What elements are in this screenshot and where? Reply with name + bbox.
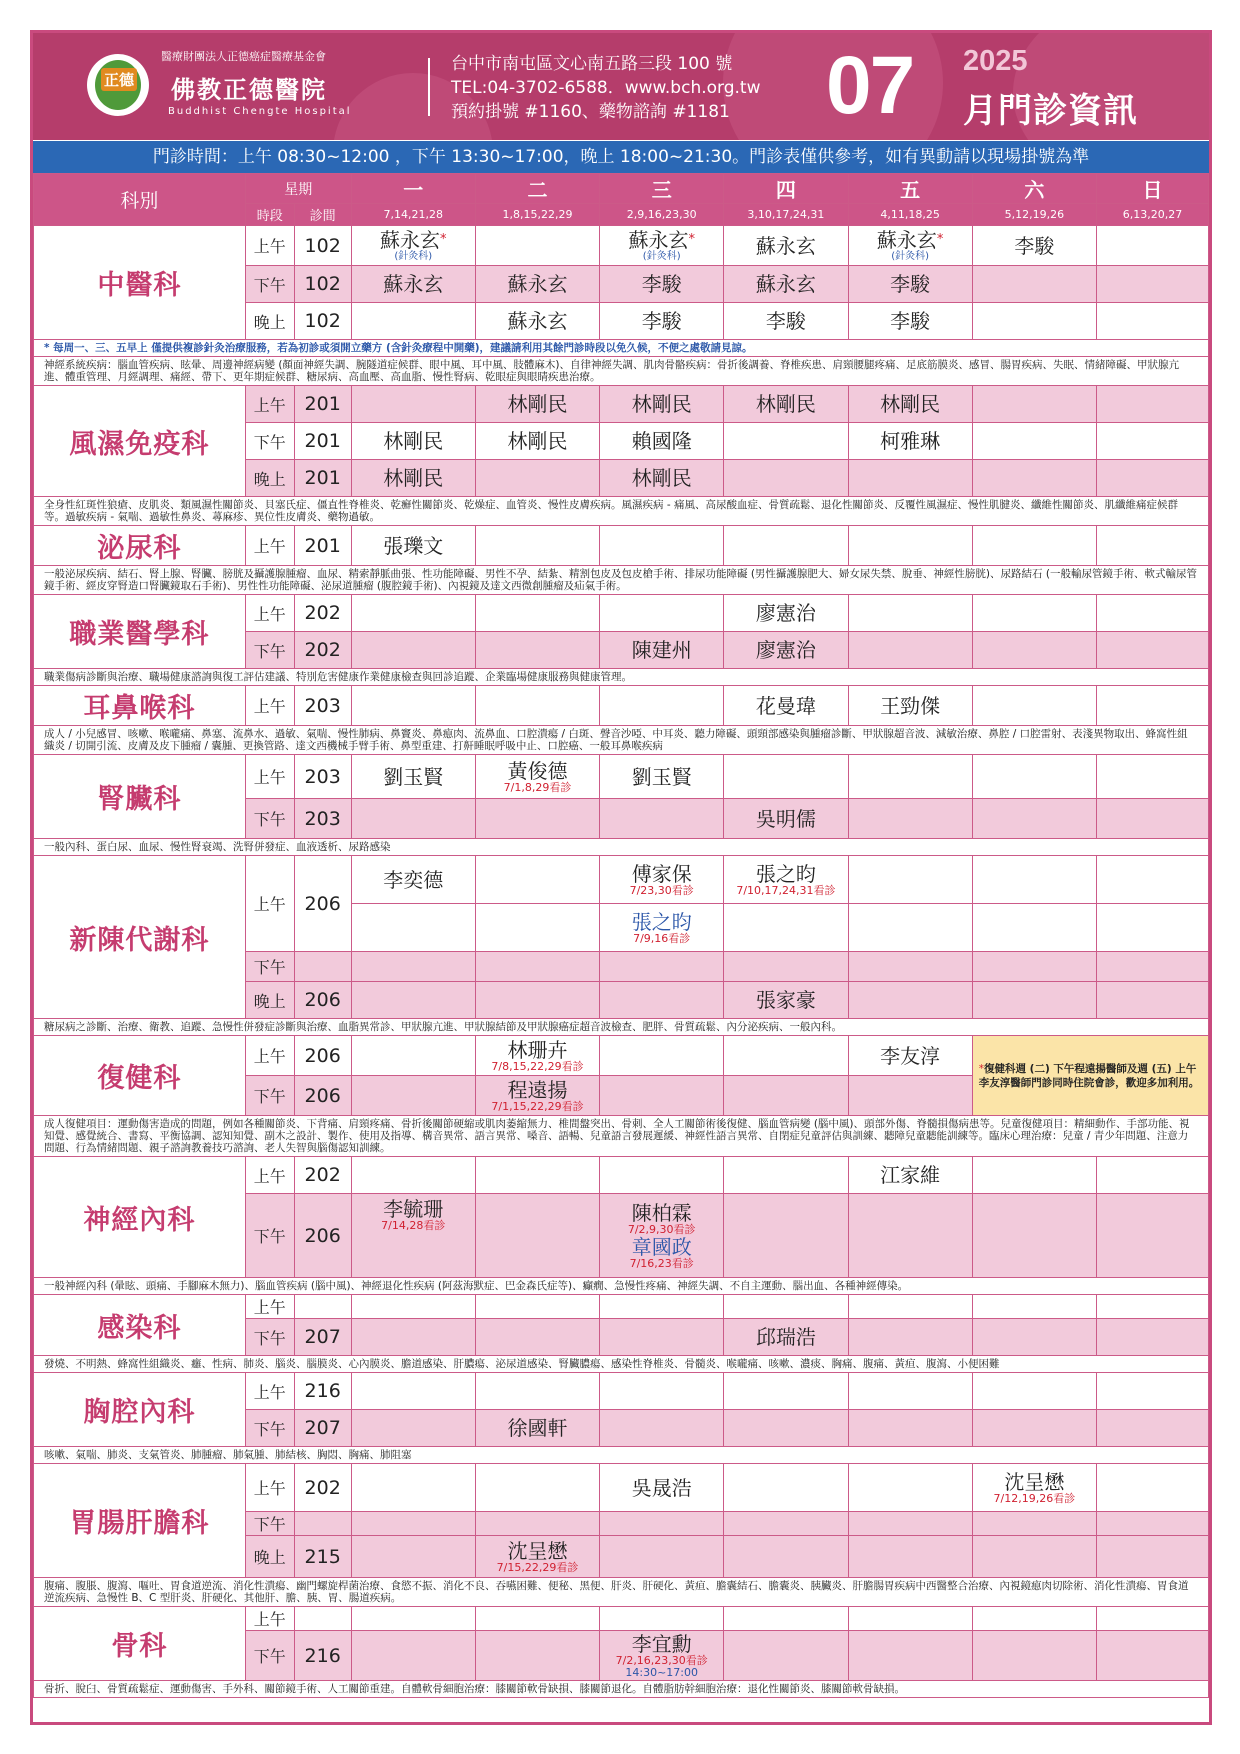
session: 上午 bbox=[245, 595, 294, 632]
dept-tcm: 中醫科 bbox=[34, 226, 246, 340]
doctor: 吳晟浩 bbox=[600, 1464, 724, 1512]
session: 下午 bbox=[245, 799, 294, 839]
clinic-hours-notice: 門診時間：上午 08:30~12:00 ，下午 13:30~17:00，晚上 18:00~21:30。門診表僅供參考，如有異動請以現場掛號為準 bbox=[33, 141, 1209, 173]
visit-dates: 7/23,30看診 bbox=[629, 883, 694, 897]
doctor: 傅家保 bbox=[631, 861, 692, 886]
doctor: 李宜勳 bbox=[631, 1631, 692, 1656]
doctor: 蘇永玄 bbox=[475, 303, 599, 340]
dept-description: 全身性紅斑性狼瘡、皮肌炎、類風濕性關節炎、貝塞氏症、僵直性脊椎炎、乾癬性關節炎、乾燥症、血管炎、慢性皮膚疾病。風濕疾病 - 痛風、高尿酸血症、骨質疏鬆、退化性關節炎、反覆性風濕症、慢性肌腱炎、纖維性關節炎、肌纖維痛症候群等。過敏疾病 - 氣喘、過敏性鼻炎、蕁麻疹、異位性皮膚炎、藥物過敏。 bbox=[34, 497, 1209, 526]
room: 206 bbox=[294, 1036, 351, 1076]
doctor: 蘇永玄 bbox=[628, 228, 689, 252]
session: 上午 bbox=[245, 755, 294, 799]
room bbox=[294, 1512, 351, 1536]
dept-note: * 每周一、三、五早上 僅提供複診針灸治療服務，若為初診或須開立藥方 (含針灸療程中開藥)，建議請利用其餘門診時段以免久候，不便之處敬請見諒。 bbox=[34, 340, 1209, 357]
doctor: 章國政 bbox=[631, 1234, 692, 1259]
room: 216 bbox=[294, 1631, 351, 1681]
room: 207 bbox=[294, 1319, 351, 1356]
session: 上午 bbox=[245, 1464, 294, 1512]
header-banner bbox=[33, 33, 1209, 140]
foundation-name: 醫療財團法人正德癌症醫療基金會 bbox=[161, 50, 326, 63]
dept-nephrology: 腎臟科 bbox=[34, 755, 246, 839]
hospital-name-en: Buddhist Chengte Hospital bbox=[168, 106, 352, 117]
doctor: 林剛民 bbox=[600, 386, 724, 423]
session: 上午 bbox=[245, 1036, 294, 1076]
session: 下午 bbox=[245, 1194, 294, 1278]
visit-dates: 7/16,23看診 bbox=[629, 1256, 694, 1270]
doctor: 沈呈懋 bbox=[1004, 1469, 1065, 1494]
dept-description: 一般內科、蛋白尿、血尿、慢性腎衰竭、洗腎併發症、血液透析、尿路感染 bbox=[34, 839, 1209, 856]
dept-description: 骨折、脫臼、骨質疏鬆症、運動傷害、手外科、關節鏡手術、人工關節重建。自體軟骨細胞治療：膝關節軟骨缺損、膝關節退化。自體脂肪幹細胞治療：退化性關節炎、膝關節軟骨缺損。 bbox=[34, 1681, 1209, 1698]
divider bbox=[428, 58, 430, 116]
room: 202 bbox=[294, 595, 351, 632]
room bbox=[294, 1607, 351, 1631]
doctor: 蘇永玄 bbox=[380, 228, 441, 252]
room: 201 bbox=[294, 386, 351, 423]
header-row-days bbox=[34, 174, 1209, 204]
dates-sat: 5,12,19,26 bbox=[972, 204, 1096, 226]
dept-urology: 泌尿科 bbox=[34, 526, 246, 566]
dates-mon: 7,14,21,28 bbox=[351, 204, 475, 226]
dept-description: 神經系統疾病：腦血管疾病、眩暈、周邊神經病變 (顏面神經失調、腕隧道症候群、眼中風、耳中風、肢體麻木)、自律神經失調、肌肉骨骼疾病：骨折後調養、脊椎疾患、肩頸腰腿疼痛、足底筋膜炎、感冒、腸胃疾病、失眠、情緒障礙、甲狀腺亢進、體重管理、月經調理、痛經、帶下、更年期症候群、糖尿病、高血壓、高血脂、慢性腎病、乾眼症與眼睛疾患治療。 bbox=[34, 357, 1209, 386]
dept-rheumatology: 風濕免疫科 bbox=[34, 386, 246, 497]
visit-dates: 7/9,16看診 bbox=[633, 931, 691, 945]
doctor: 林珊卉 bbox=[507, 1037, 568, 1062]
doctor: 張之昀 bbox=[755, 861, 816, 886]
session: 下午 bbox=[245, 423, 294, 460]
dates-tue: 1,8,15,22,29 bbox=[475, 204, 599, 226]
dept-description: 成人復健項目：運動傷害造成的問題，例如各種關節炎、下背痛、肩頸疼痛、骨折後關節硬縮或肌肉萎縮無力、椎間盤突出、骨刺、全人工關節術後復健、腦血管病變 (腦中風)、頭部外傷、脊髓損傷病患等。兒童復健項目：精細動作、手部功能、視知覺、感覺統合、書寫、平衡協調、認知知覺、副木之設計、製作、使用及指導、構音異常、語言異常、嗓音、語暢、兒童語言發展遲緩、神經性語言異常、自閉症兒童評估與訓練、聽障兒童聽能訓練等。臨床心理治療：兒童 / 青少年問題、注意力問題、行為情緒問題、親子諮詢教養技巧諮詢、老人失智與腦傷認知訓練。 bbox=[34, 1116, 1209, 1157]
room: 216 bbox=[294, 1373, 351, 1410]
doctor: 林剛民 bbox=[724, 386, 848, 423]
doctor: 江家維 bbox=[848, 1157, 972, 1194]
dept-infectious: 感染科 bbox=[34, 1295, 246, 1356]
month-number: 07 bbox=[826, 40, 914, 131]
visit-dates: 7/15,22,29看診 bbox=[496, 1560, 579, 1574]
doctor: 張瓅文 bbox=[351, 526, 475, 566]
schedule-table: 科別 星期 一 二 三 四 五 六 日 時段 診間 7,14,21,28 1,8,15,22,29 2,9,16,23,30 3,10,17,24,31 4,11,18,25 5,12,19,26 6,13,20,27 中醫科 上午 102 蘇永玄* (針灸科) 蘇永玄* (針灸科) 蘇永玄 蘇永玄* (針灸科) 李駿 下午 102 蘇永玄 蘇永玄 李駿 蘇永玄 李駿 晚上 102 蘇永玄 李駿 李駿 李駿 * 每周一、三、五早上 僅提供複診針灸治療服務，若為初診或須開立藥方 (含針灸療程中開藥)，建議請利用其餘門診時段以免久候，不便之處敬請見諒。 神經系統疾病：腦血管疾病、眩暈、周邊神經病變 (顏面神經失調、腕隧道症候群、眼中風、耳中風、肢體麻木)、自律神經失調、肌肉骨骼疾病：骨折後調養、脊椎疾患、肩頸腰腿疼痛、足底筋膜炎、感冒、腸胃疾病、失眠、情緒障礙、甲狀腺亢進、體重管理、月經調理、痛經、帶下、更年期症候群、糖尿病、高血壓、高血脂、慢性腎病、乾眼症與眼睛疾患治療。 風濕免疫科 上午 201 林剛民 林剛民 林剛民 林剛民 下午 201 林剛民 林剛民 賴國隆 柯雅琳 晚上 201 林剛民 林剛民 全身性紅斑性狼瘡、皮肌炎、類風濕性關節炎、貝塞氏症、僵直性脊椎炎、乾癬性關節炎、乾燥症、血管炎、慢性皮膚疾病。風濕疾病 - 痛風、高尿酸血症、骨質疏鬆、退化性關節炎、反覆性風濕症、慢性肌腱炎、纖維性關節炎、肌纖維痛症候群等。過敏疾病 - 氣喘、過敏性鼻炎、蕁麻疹、異位性皮膚炎、藥物過敏。 泌尿科 上午 201 張瓅文 一般泌尿疾病、結石、腎上腺、腎臟、膀胱及攝護腺腫瘤、血尿、精索靜脈曲張、性功能障礙、男性不孕、結紮、精割包皮及包皮槍手術、排尿功能障礙 (男性攝護腺肥大、婦女尿失禁、脫垂、神經性膀胱)、尿路結石 (一般輸尿管鏡手術、軟式輸尿管鏡手術、經皮穿腎造口腎臟鏡取石手術)、男性性功能障礙、泌尿道腫瘤 (腹腔鏡手術)、內視鏡及達文西微創腫瘤及疝氣手術。 職業醫學科 上午 202 廖憲治 下午 202 陳建州 廖憲治 職業傷病診斷與治療、職場健康諮詢與復工評估建議、特別危害健康作業健康檢查與回診追蹤、企業臨場健康服務與健康管理。 耳鼻喉科 上午 203 花曼瑋 王勁傑 成人 / 小兒感冒、咳嗽、喉嚨痛、鼻塞、流鼻水、過敏、氣喘、慢性肺病、鼻竇炎、鼻瘜肉、流鼻血、口腔潰瘍 / 白斑、聲音沙啞、中耳炎、聽力障礙、頭頸部感染與腫瘤診斷、甲狀腺超音波、減敏治療、鼻腔 / 口腔雷射、表淺異物取出、蜂窩性組織炎 / 切開引流、皮膚及皮下腫瘤 / 囊腫、更換管路、達文西機械手臂手術、鼻型重建、打鼾睡眠呼吸中止、口腔癌、一般耳鼻喉疾病 腎臟科 上午 203 劉玉賢 黃俊德 7/1,8,29看診 劉玉賢 下午 203 吳明儒 一般內科、蛋白尿、血尿、慢性腎衰竭、洗腎併發症、血液透析、尿路感染 新陳代謝科 上午 206 李奕德 傅家保 7/23,30看診 張之昀 7/10,17,24,31看診 張之昀 7/9,16看診 下午 晚上 206 張家豪 糖尿病之診斷、治療、衛教、追蹤、急慢性併發症診斷與治療、血脂異常診、甲狀腺亢進、甲狀腺結節及甲狀腺癌症超音波檢查、肥胖、骨質疏鬆、內分泌疾病、一般內科。 復健科 上午 206 林珊卉 7/8,15,22,29看診 李友淳 *復健科週 (二) 下午程遠揚醫師及週 (五) 上午李友淳醫師門診同時住院會診，歡迎多加利用。 下午 206 程遠揚 7/1,15,22,29看診 成人復健項目：運動傷害造成的問題，例如各種關節炎、下背痛、肩頸疼痛、骨折後關節硬縮或肌肉萎縮無力、椎間盤突出、骨刺、全人工關節術後復健、腦血管病變 (腦中風)、頭部外傷、脊髓損傷病患等。兒童復健項目：精細動作、手部功能、視知覺、感覺統合、書寫、平衡協調、認知知覺、副木之設計、製作、使用及指導、構音異常、語言異常、嗓音、語暢、兒童語言發展遲緩、神經性語言異常、自閉症兒童評估與訓練、聽障兒童聽能訓練等。臨床心理治療：兒童 / 青少年問題、注意力問題、行為情緒問題、親子諮詢教養技巧諮詢、老人失智與腦傷認知訓練。 神經內科 上午 202 江家維 下午 206 李毓珊 7/14,28看診 陳柏霖 7/2,9,30看診 章國政 7/16,23看診 一般神經內科 (暈眩、頭痛、手腳麻木無力)、腦血管疾病 (腦中風)、神經退化性疾病 (阿茲海默症、巴金森氏症等)、癲癇、急慢性疼痛、神經失調、不自主運動、腦出血、各種神經傳染。 感染科 上午 下午 207 邱瑞浩 發燒、不明熱、蜂窩性組織炎、癰、性病、肺炎、腦炎、腦膜炎、心內膜炎、膽道感染、肝膿瘍、泌尿道感染、腎臟膿瘍、感染性脊椎炎、骨髓炎、喉嚨痛、咳嗽、濃痰、胸痛、腹痛、黃疸、腹瀉、小便困難 胸腔內科 上午 216 下午 207 徐國軒 咳嗽、氣喘、肺炎、支氣管炎、肺腫瘤、肺氣腫、肺結核、胸悶、胸痛、肺阻塞 胃腸肝膽科 上午 202 吳晟浩 沈呈懋 7/12,19,26看診 下午 晚上 215 沈呈懋 7/15,22,29看診 腹痛、腹脹、腹瀉、嘔吐、胃食道逆流、消化性潰瘍、幽門螺旋桿菌治療、食慾不振、消化不良、吞嚥困難、便秘、黑便、肝炎、肝硬化、黃疸、膽囊結石、膽囊炎、胰臟炎、肝膽腸胃疾病中西醫整合治療、內視鏡瘜肉切除術、消化性潰瘍、胃食道逆流疾病、急慢性 B、C 型肝炎、肝硬化、其他肝、膽、胰、胃、腸道疾病。 骨科 上午 下午 216 李宜勳 7/2,16,23,30看診 14:30~17:00 骨折、脫臼、骨質疏鬆症、運動傷害、手外科、關節鏡手術、人工關節重建。自體軟骨細胞治療：膝關節軟骨缺損、膝關節退化。自體脂肪幹細胞治療：退化性關節炎、膝關節軟骨缺損。 bbox=[33, 173, 1209, 1698]
session: 下午 bbox=[245, 952, 294, 982]
doctor: 吳明儒 bbox=[724, 799, 848, 839]
doctor: 花曼瑋 bbox=[724, 686, 848, 726]
room bbox=[294, 1295, 351, 1319]
doctor: 李駿 bbox=[600, 266, 724, 303]
day-thu: 四 bbox=[724, 174, 848, 204]
doctor: 李駿 bbox=[848, 266, 972, 303]
doctor: 賴國隆 bbox=[600, 423, 724, 460]
doctor: 李友淳 bbox=[848, 1036, 972, 1076]
dept-orthopedics: 骨科 bbox=[34, 1607, 246, 1681]
dates-thu: 3,10,17,24,31 bbox=[724, 204, 848, 226]
session: 下午 bbox=[245, 1319, 294, 1356]
room: 202 bbox=[294, 1464, 351, 1512]
dept-header: 科別 bbox=[34, 174, 246, 226]
doctor: 蘇永玄 bbox=[876, 228, 937, 252]
rehab-side-note: *復健科週 (二) 下午程遠揚醫師及週 (五) 上午李友淳醫師門診同時住院會診，歡迎多加利用。 bbox=[972, 1036, 1208, 1116]
session: 上午 bbox=[245, 1295, 294, 1319]
dept-description: 一般泌尿疾病、結石、腎上腺、腎臟、膀胱及攝護腺腫瘤、血尿、精索靜脈曲張、性功能障礙、男性不孕、結紮、精割包皮及包皮槍手術、排尿功能障礙 (男性攝護腺肥大、婦女尿失禁、脫垂、神經性膀胱)、尿路結石 (一般輸尿管鏡手術、軟式輸尿管鏡手術、經皮穿腎造口腎臟鏡取石手術)、男性性功能障礙、泌尿道腫瘤 (腹腔鏡手術)、內視鏡及達文西微創腫瘤及疝氣手術。 bbox=[34, 566, 1209, 595]
dept-occupational: 職業醫學科 bbox=[34, 595, 246, 669]
session: 上午 bbox=[245, 226, 294, 266]
dept-description: 成人 / 小兒感冒、咳嗽、喉嚨痛、鼻塞、流鼻水、過敏、氣喘、慢性肺病、鼻竇炎、鼻瘜肉、流鼻血、口腔潰瘍 / 白斑、聲音沙啞、中耳炎、聽力障礙、頭頸部感染與腫瘤診斷、甲狀腺超音波、減敏治療、鼻腔 / 口腔雷射、表淺異物取出、蜂窩性組織炎 / 切開引流、皮膚及皮下腫瘤 / 囊腫、更換管路、達文西機械手臂手術、鼻型重建、打鼾睡眠呼吸中止、口腔癌、一般耳鼻喉疾病 bbox=[34, 726, 1209, 755]
session-header: 時段 bbox=[245, 204, 294, 226]
session: 上午 bbox=[245, 1373, 294, 1410]
room: 201 bbox=[294, 423, 351, 460]
doctor: 蘇永玄 bbox=[724, 226, 848, 266]
doctor: 李毓珊 bbox=[383, 1197, 444, 1221]
room: 202 bbox=[294, 632, 351, 669]
dept-description: 腹痛、腹脹、腹瀉、嘔吐、胃食道逆流、消化性潰瘍、幽門螺旋桿菌治療、食慾不振、消化不良、吞嚥困難、便秘、黑便、肝炎、肝硬化、黃疸、膽囊結石、膽囊炎、胰臟炎、肝膽腸胃疾病中西醫整合治療、內視鏡瘜肉切除術、消化性潰瘍、胃食道逆流疾病、急慢性 B、C 型肝炎、肝硬化、其他肝、膽、胰、胃、腸道疾病。 bbox=[34, 1578, 1209, 1607]
dates-fri: 4,11,18,25 bbox=[848, 204, 972, 226]
day-sun: 日 bbox=[1096, 174, 1208, 204]
doctor: 柯雅琳 bbox=[848, 423, 972, 460]
session: 上午 bbox=[245, 1157, 294, 1194]
clinic-time: 14:30~17:00 bbox=[625, 1665, 699, 1679]
day-wed: 三 bbox=[600, 174, 724, 204]
room-header: 診間 bbox=[294, 204, 351, 226]
session: 晚上 bbox=[245, 982, 294, 1019]
doctor: 林剛民 bbox=[475, 423, 599, 460]
page-title: 月門診資訊 bbox=[963, 91, 1138, 131]
hospital-name: 佛教正德醫院 bbox=[171, 75, 327, 104]
session: 下午 bbox=[245, 1410, 294, 1447]
doctor: 廖憲治 bbox=[724, 595, 848, 632]
doctor-specialty: (針灸科) bbox=[891, 251, 930, 262]
room: 207 bbox=[294, 1410, 351, 1447]
room: 203 bbox=[294, 755, 351, 799]
visit-dates: 7/1,8,29看診 bbox=[503, 780, 572, 794]
doctor: 李駿 bbox=[600, 303, 724, 340]
dept-rehabilitation: 復健科 bbox=[34, 1036, 246, 1116]
visit-dates: 7/2,9,30看診 bbox=[627, 1222, 696, 1236]
session: 上午 bbox=[245, 856, 294, 952]
doctor: 程遠揚 bbox=[507, 1077, 568, 1102]
dept-description: 咳嗽、氣喘、肺炎、支氣管炎、肺腫瘤、肺氣腫、肺結核、胸悶、胸痛、肺阻塞 bbox=[34, 1447, 1209, 1464]
booking-info: 預約掛號 #1160、藥物諮詢 #1181 bbox=[451, 102, 730, 122]
room: 102 bbox=[294, 303, 351, 340]
schedule-page bbox=[30, 30, 1212, 1725]
address: 台中市南屯區文心南五路三段 100 號 bbox=[451, 54, 733, 74]
room: 102 bbox=[294, 266, 351, 303]
dept-description: 職業傷病診斷與治療、職場健康諮詢與復工評估建議、特別危害健康作業健康檢查與回診追蹤、企業臨場健康服務與健康管理。 bbox=[34, 669, 1209, 686]
room bbox=[294, 952, 351, 982]
doctor: 林剛民 bbox=[600, 460, 724, 497]
doctor: 蘇永玄 bbox=[475, 266, 599, 303]
dept-neurology: 神經內科 bbox=[34, 1157, 246, 1278]
room: 206 bbox=[294, 982, 351, 1019]
visit-dates: 7/10,17,24,31看診 bbox=[736, 883, 836, 897]
doctor: 林剛民 bbox=[848, 386, 972, 423]
doctor: 劉玉賢 bbox=[600, 755, 724, 799]
visit-dates: 7/14,28看診 bbox=[381, 1219, 446, 1232]
session: 晚上 bbox=[245, 1536, 294, 1578]
room: 203 bbox=[294, 799, 351, 839]
session: 晚上 bbox=[245, 303, 294, 340]
day-tue: 二 bbox=[475, 174, 599, 204]
doctor: 劉玉賢 bbox=[351, 755, 475, 799]
doctor: 陳柏霖 bbox=[631, 1200, 692, 1225]
day-fri: 五 bbox=[848, 174, 972, 204]
room: 206 bbox=[294, 856, 351, 952]
room: 203 bbox=[294, 686, 351, 726]
room: 201 bbox=[294, 526, 351, 566]
session: 下午 bbox=[245, 1512, 294, 1536]
doctor: 沈呈懋 bbox=[507, 1538, 568, 1563]
doctor: 李駿 bbox=[972, 226, 1096, 266]
session: 上午 bbox=[245, 686, 294, 726]
day-mon: 一 bbox=[351, 174, 475, 204]
visit-dates: 7/1,15,22,29看診 bbox=[491, 1099, 584, 1113]
doctor: 張之昀 bbox=[631, 909, 692, 934]
session: 上午 bbox=[245, 1607, 294, 1631]
doctor: 張家豪 bbox=[724, 982, 848, 1019]
doctor: 李奕德 bbox=[351, 856, 475, 904]
visit-dates: 7/12,19,26看診 bbox=[993, 1491, 1076, 1505]
session: 上午 bbox=[245, 386, 294, 423]
doctor: 林剛民 bbox=[351, 460, 475, 497]
session: 下午 bbox=[245, 266, 294, 303]
room: 202 bbox=[294, 1157, 351, 1194]
doctor: 徐國軒 bbox=[475, 1410, 599, 1447]
room: 206 bbox=[294, 1076, 351, 1116]
dept-chest: 胸腔內科 bbox=[34, 1373, 246, 1447]
doctor: 邱瑞浩 bbox=[724, 1319, 848, 1356]
session: 下午 bbox=[245, 632, 294, 669]
doctor-specialty: (針灸科) bbox=[394, 251, 433, 262]
dept-endocrinology: 新陳代謝科 bbox=[34, 856, 246, 1019]
visit-dates: 7/8,15,22,29看診 bbox=[491, 1059, 584, 1073]
dept-description: 一般神經內科 (暈眩、頭痛、手腳麻木無力)、腦血管疾病 (腦中風)、神經退化性疾病 (阿茲海默症、巴金森氏症等)、癲癇、急慢性疼痛、神經失調、不自主運動、腦出血、各種神經傳染。 bbox=[34, 1278, 1209, 1295]
doctor: 林剛民 bbox=[351, 423, 475, 460]
doctor: 廖憲治 bbox=[724, 632, 848, 669]
dept-description: 糖尿病之診斷、治療、衛教、追蹤、急慢性併發症診斷與治療、血脂異常診、甲狀腺亢進、甲狀腺結節及甲狀腺癌症超音波檢查、肥胖、骨質疏鬆、內分泌疾病、一般內科。 bbox=[34, 1019, 1209, 1036]
doctor: 林剛民 bbox=[475, 386, 599, 423]
session: 上午 bbox=[245, 526, 294, 566]
doctor: 王勁傑 bbox=[848, 686, 972, 726]
contact: TEL:04-3702-6588．www.bch.org.tw bbox=[451, 78, 761, 98]
room: 215 bbox=[294, 1536, 351, 1578]
visit-dates: 7/2,16,23,30看診 bbox=[615, 1653, 708, 1667]
room: 201 bbox=[294, 460, 351, 497]
session: 晚上 bbox=[245, 460, 294, 497]
doctor: 蘇永玄 bbox=[351, 266, 475, 303]
year: 2025 bbox=[963, 45, 1028, 77]
weekday-header: 星期 bbox=[245, 174, 351, 204]
dates-wed: 2,9,16,23,30 bbox=[600, 204, 724, 226]
dates-sun: 6,13,20,27 bbox=[1096, 204, 1208, 226]
dept-gastroenterology: 胃腸肝膽科 bbox=[34, 1464, 246, 1578]
doctor: 黃俊德 bbox=[507, 758, 568, 783]
session: 下午 bbox=[245, 1076, 294, 1116]
doctor: 蘇永玄 bbox=[724, 266, 848, 303]
dept-ent: 耳鼻喉科 bbox=[34, 686, 246, 726]
dept-description: 發燒、不明熱、蜂窩性組織炎、癰、性病、肺炎、腦炎、腦膜炎、心內膜炎、膽道感染、肝膿瘍、泌尿道感染、腎臟膿瘍、感染性脊椎炎、骨髓炎、喉嚨痛、咳嗽、濃痰、胸痛、腹痛、黃疸、腹瀉、小便困難 bbox=[34, 1356, 1209, 1373]
room: 102 bbox=[294, 226, 351, 266]
room: 206 bbox=[294, 1194, 351, 1278]
doctor: 李駿 bbox=[848, 303, 972, 340]
hospital-logo: 正德 bbox=[87, 54, 149, 116]
session: 下午 bbox=[245, 1631, 294, 1681]
doctor-specialty: (針灸科) bbox=[642, 251, 681, 262]
doctor: 李駿 bbox=[724, 303, 848, 340]
day-sat: 六 bbox=[972, 174, 1096, 204]
doctor: 陳建州 bbox=[600, 632, 724, 669]
